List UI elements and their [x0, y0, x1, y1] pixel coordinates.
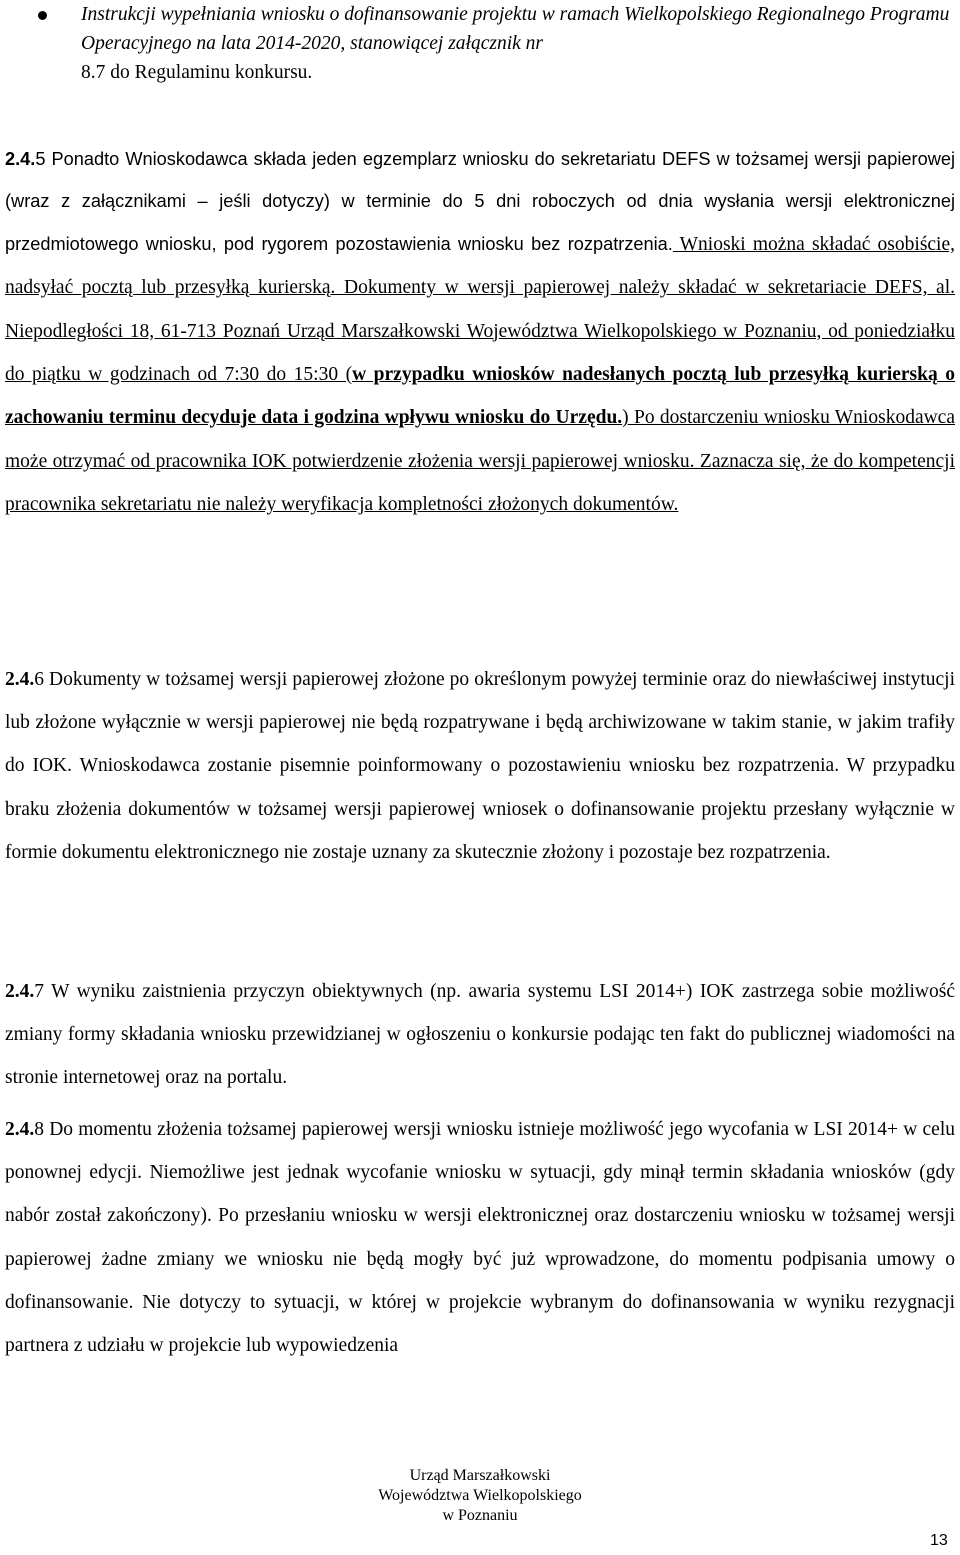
- section-2-4-6-text: Dokumenty w tożsamej wersji papierowej złożone po określonym powyżej terminie oraz do niewłaściwej instytucji lub złożone wyłącznie w wersji papierowej nie będą rozpatrywane i będą archiwizowane w takim stanie, w jakim trafiły do IOK. Wnioskodawca zostanie pisemnie poinformowany o pozostawieniu wniosku bez rozpatrzenia. W przypadku braku złożenia dokumentów w tożsamej wersji papierowej wniosek o dofinansowanie projektu przesłany wyłącznie w formie dokumentu elektronicznego nie zostaje uznany za skutecznie złożony i pozostaje bez rozpatrzenia.: [5, 669, 955, 863]
- section-number-tail: 6: [34, 669, 44, 690]
- section-2-4-5-part2: Wnioski można składać osobiście, nadsyłać pocztą lub przesyłką kurierską. Dokumenty w wersji papierowej należy składać w sekretariacie DEFS, al. Niepodległości 18, 61-713 Poznań Urząd Marszałkowski Województwa Wielkopolskiego w Poznaniu, od poniedziałku do piątku w godzinach od 7:30 do 15:30 (: [5, 233, 956, 386]
- section-number: 2.4.: [5, 669, 35, 690]
- footer-line-3: w Poznaniu: [442, 1507, 518, 1524]
- section-number: 2.4.: [5, 981, 35, 1002]
- section-2-4-8: [5, 1108, 955, 1367]
- section-2-4-7: [5, 970, 955, 1100]
- section-2-4-5-bold: w przypadku wniosków nadesłanych pocztą lub przesyłką kurierską o zachowaniu terminu decyduje data i godzina wpływu wniosku do Urzędu.: [5, 364, 955, 429]
- section-2-4-8-text: Do momentu złożenia tożsamej papierowej wersji wniosku istnieje możliwość jego wycofania w LSI 2014+ w celu ponownej edycji. Niemożliwe jest jednak wycofanie wniosku w sytuacji, gdy minął termin składania wniosków (gdy nabór został zakończony). Po przesłaniu wniosku w wersji elektronicznej oraz dostarczeniu wniosku w tożsamej wersji papierowej żadne zmiany we wniosku nie będą mogły być już wprowadzone, do momentu podpisania umowy o dofinansowanie. Nie dotyczy to sytuacji, w której w projekcie wybranym do dofinansowania w wyniku rezygnacji partnera z udziału w projekcie lub wypowiedzenia: [5, 1119, 955, 1357]
- bullet-text-tail: 8.7 do Regulaminu konkursu.: [81, 62, 313, 83]
- page-number: 13: [930, 1532, 948, 1549]
- section-number: 2.4.: [5, 1119, 35, 1140]
- page-footer: [0, 1466, 960, 1526]
- bullet-text: [81, 0, 951, 87]
- section-number: 2.4.: [5, 149, 36, 169]
- bullet-text-italic: Instrukcji wypełniania wniosku o dofinansowanie projektu w ramach Wielkopolskiego Regionalnego Programu Operacyjnego na lata 2014-2020, stanowiącej załącznik nr: [81, 4, 950, 54]
- section-number-tail: 5: [35, 149, 46, 169]
- section-number-tail: 8: [34, 1119, 44, 1140]
- footer-line-1: Urząd Marszałkowski: [409, 1467, 551, 1484]
- section-2-4-5-part1: Ponadto Wnioskodawca składa jeden egzemplarz wniosku do sekretariatu DEFS w tożsamej wersji papierowej (wraz z załącznikami – jeśli dotyczy) w terminie do 5 dni roboczych od dnia wysłania wersji elektronicznej przedmiotowego wniosku, pod rygorem pozostawienia wniosku bez rozpatrzenia.: [5, 149, 955, 254]
- section-2-4-5-part3: ) Po dostarczeniu wniosku Wnioskodawca może otrzymać od pracownika IOK potwierdzenie złożenia wersji papierowej wniosku. Zaznacza się, że do kompetencji pracownika sekretariatu nie należy weryfikacja kompletności złożonych dokumentów.: [5, 407, 955, 516]
- footer-line-2: Województwa Wielkopolskiego: [378, 1487, 582, 1504]
- section-2-4-5: [5, 138, 955, 527]
- bullet-icon: [38, 11, 47, 20]
- section-2-4-7-text: W wyniku zaistnienia przyczyn obiektywnych (np. awaria systemu LSI 2014+) IOK zastrzega sobie możliwość zmiany formy składania wniosku przewidzianej w ogłoszeniu o konkursie podając ten fakt do publicznej wiadomości na stronie internetowej oraz na portalu.: [5, 981, 955, 1089]
- section-2-4-6: [5, 658, 955, 874]
- section-number-tail: 7: [34, 981, 44, 1002]
